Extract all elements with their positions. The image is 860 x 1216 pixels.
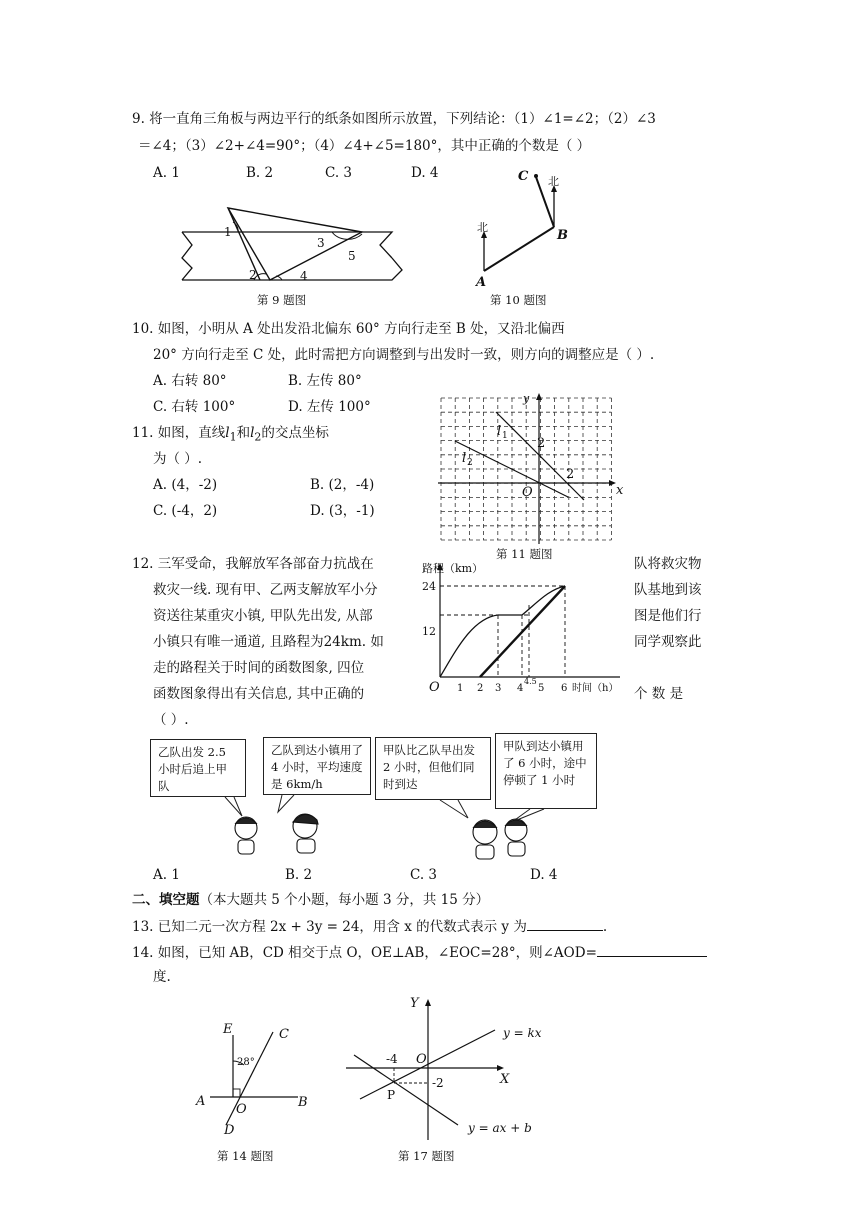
q13-answer-blank[interactable] bbox=[527, 916, 603, 931]
q10-option-a: A. 右转 80° bbox=[153, 373, 227, 389]
q9-label-5: 5 bbox=[348, 249, 356, 263]
q10-caption: 第 10 题图 bbox=[490, 293, 547, 307]
q9-figure bbox=[170, 200, 420, 290]
q10-stem-line1: 10. 如图，小明从 A 处出发沿北偏东 60° 方向行走至 B 处，又沿北偏西 bbox=[132, 321, 565, 337]
q12-chart-origin: O bbox=[429, 680, 440, 695]
q17-origin: O bbox=[416, 1052, 427, 1067]
q14-label-d: D bbox=[224, 1123, 235, 1138]
q11-option-a: A. (4，-2) bbox=[153, 477, 218, 493]
q10-option-d: D. 左传 100° bbox=[288, 399, 371, 415]
q12-line5-right: 个 数 是 bbox=[634, 686, 684, 702]
q14-caption: 第 14 题图 bbox=[217, 1149, 274, 1163]
q10-option-c: C. 右转 100° bbox=[153, 399, 236, 415]
q9-option-d: D. 4 bbox=[411, 165, 439, 181]
q9-label-4: 4 bbox=[300, 269, 308, 283]
q12-line1-left: 12. 三军受命，我解放军各部奋力抗战在 bbox=[132, 556, 374, 572]
q12-line4-left: 小镇只有唯一通道, 且路程为24km. 如 bbox=[153, 634, 384, 650]
q12-line2-right: 队基地到该 bbox=[634, 582, 702, 598]
q11-option-b: B. (2，-4) bbox=[310, 477, 375, 493]
q12-bubble-1: 乙队出发 2.5 小时后追上甲队 bbox=[150, 739, 246, 797]
q10-figure bbox=[470, 165, 580, 290]
q9-label-2: 2 bbox=[249, 268, 257, 282]
q12-line5-left: 走的路程关于时间的函数图象, 四位 bbox=[153, 660, 365, 676]
q14-label-o: O bbox=[236, 1102, 247, 1117]
q17-label-neg4: -4 bbox=[386, 1052, 398, 1066]
q14-answer-blank[interactable] bbox=[597, 942, 707, 957]
q9-option-b: B. 2 bbox=[246, 165, 274, 181]
child-1-icon bbox=[235, 817, 257, 854]
q17-label-axb: y = ax + b bbox=[468, 1121, 532, 1135]
q12-chart-xtick-4-5: 4.5 bbox=[524, 677, 537, 686]
q9-label-1: 1 bbox=[224, 225, 232, 239]
q12-chart-xtick-2: 2 bbox=[477, 683, 484, 694]
q11-stem-line1: 11. 如图，直线$l_1$和$l_2$的交点坐标 bbox=[132, 425, 329, 444]
q17-axis-y: Y bbox=[410, 996, 419, 1011]
q11-origin: O bbox=[522, 485, 533, 500]
q12-chart bbox=[420, 560, 630, 710]
q14-stem: 14. 如图，已知 AB，CD 相交于点 O，OE⊥AB，∠EOC=28°，则∠AOD= bbox=[132, 942, 707, 962]
q12-chart-xlabel: 时间（h） bbox=[572, 683, 619, 694]
q12-children-illustration bbox=[140, 790, 620, 865]
q14-figure bbox=[190, 1015, 330, 1140]
q11-label-l1: l bbox=[497, 424, 502, 439]
q12-chart-xtick-5: 5 bbox=[538, 683, 545, 694]
q13-stem: 13. 已知二元一次方程 2x + 3y = 24，用含 x 的代数式表示 y 为 . bbox=[132, 916, 607, 936]
q11-caption: 第 11 题图 bbox=[496, 547, 553, 561]
section2-heading: 二、填空题（本大题共 5 个小题，每小题 3 分，共 15 分） bbox=[132, 892, 490, 908]
q11-label-l2-sub: 2 bbox=[467, 458, 473, 468]
q11-option-d: D. (3，-1) bbox=[310, 503, 375, 519]
q11-axis-y: y bbox=[523, 392, 530, 405]
q11-label-two-a: 2 bbox=[537, 436, 546, 451]
q9-label-3: 3 bbox=[317, 236, 325, 250]
q12-line2-left: 救灾一线. 现有甲、乙两支解放军小分 bbox=[153, 582, 378, 598]
q11-label-l1-sub: 1 bbox=[502, 431, 508, 441]
q17-axis-x: X bbox=[500, 1072, 510, 1087]
q9-stem-line2: ＝∠4；（3）∠2+∠4=90°；（4）∠4+∠5=180°，其中正确的个数是（ ） bbox=[138, 138, 591, 154]
q17-label-neg2: -2 bbox=[432, 1076, 444, 1090]
q9-caption: 第 9 题图 bbox=[257, 293, 307, 307]
q10-label-c: C bbox=[518, 169, 529, 184]
q12-line1-right: 队将救灾物 bbox=[634, 556, 702, 572]
q17-label-p: P bbox=[387, 1088, 396, 1102]
q10-stem-line2: 20° 方向行走至 C 处，此时需把方向调整到与出发时一致，则方向的调整应是（ ）. bbox=[153, 347, 655, 363]
q14-label-b: B bbox=[298, 1095, 308, 1110]
q12-bubble-3: 甲队比乙队早出发 2 小时，但他们同时到达 bbox=[375, 737, 491, 800]
q11-label-l2: l bbox=[462, 451, 467, 466]
q12-bubble-2: 乙队到达小镇用了 4 小时，平均速度是 6km/h bbox=[263, 737, 371, 795]
q12-line4-right: 同学观察此 bbox=[634, 634, 702, 650]
q9-option-a: A. 1 bbox=[153, 165, 180, 181]
q12-chart-ylabel: 路程（km） bbox=[422, 562, 484, 575]
q11-axis-x: x bbox=[616, 483, 624, 498]
q17-figure bbox=[340, 995, 540, 1145]
q14-label-angle: 28° bbox=[237, 1057, 255, 1068]
q11-figure bbox=[430, 390, 630, 550]
q14-stem-line2: 度. bbox=[153, 969, 171, 985]
q17-label-kx: y = kx bbox=[503, 1026, 542, 1040]
q12-chart-xtick-1: 1 bbox=[457, 683, 464, 694]
q12-bubble-4: 甲队到达小镇用了 6 小时，途中停顿了 1 小时 bbox=[495, 733, 597, 809]
q9-stem-line1: 9. 将一直角三角板与两边平行的纸条如图所示放置，下列结论：（1）∠1=∠2；（2）∠3 bbox=[132, 111, 656, 127]
q12-option-a: A. 1 bbox=[153, 867, 180, 883]
q12-chart-xtick-4: 4 bbox=[517, 683, 524, 694]
q14-label-c: C bbox=[279, 1027, 289, 1042]
q14-label-e: E bbox=[223, 1022, 233, 1037]
q12-option-c: C. 3 bbox=[410, 867, 438, 883]
q11-label-two-b: 2 bbox=[566, 467, 575, 482]
q12-chart-xtick-6: 6 bbox=[561, 683, 568, 694]
q9-option-c: C. 3 bbox=[325, 165, 353, 181]
child-3-icon bbox=[473, 820, 497, 859]
q12-chart-ytick-12: 12 bbox=[422, 625, 436, 638]
q10-label-b: B bbox=[557, 228, 568, 243]
q10-label-north-a: 北 bbox=[477, 221, 488, 234]
q12-chart-xtick-3: 3 bbox=[495, 683, 502, 694]
q12-chart-ytick-24: 24 bbox=[422, 580, 436, 593]
child-4-icon bbox=[505, 819, 527, 856]
q12-line6-left: 函数图象得出有关信息, 其中正确的 bbox=[153, 686, 365, 702]
q10-label-a: A bbox=[476, 275, 487, 290]
child-2-icon bbox=[293, 814, 318, 853]
q12-line3-right: 图是他们行 bbox=[634, 608, 702, 624]
q12-option-b: B. 2 bbox=[285, 867, 313, 883]
q12-option-d: D. 4 bbox=[530, 867, 558, 883]
q10-label-north-b: 北 bbox=[548, 175, 559, 188]
q11-stem-line2: 为（ ）. bbox=[153, 451, 203, 467]
q11-option-c: C. (-4，2) bbox=[153, 503, 218, 519]
q17-caption: 第 17 题图 bbox=[398, 1149, 455, 1163]
q10-option-b: B. 左传 80° bbox=[288, 373, 362, 389]
q12-line7: （ ）. bbox=[153, 712, 189, 728]
q12-line3-left: 资送往某重灾小镇, 甲队先出发, 从部 bbox=[153, 608, 373, 624]
q14-label-a: A bbox=[196, 1094, 206, 1109]
